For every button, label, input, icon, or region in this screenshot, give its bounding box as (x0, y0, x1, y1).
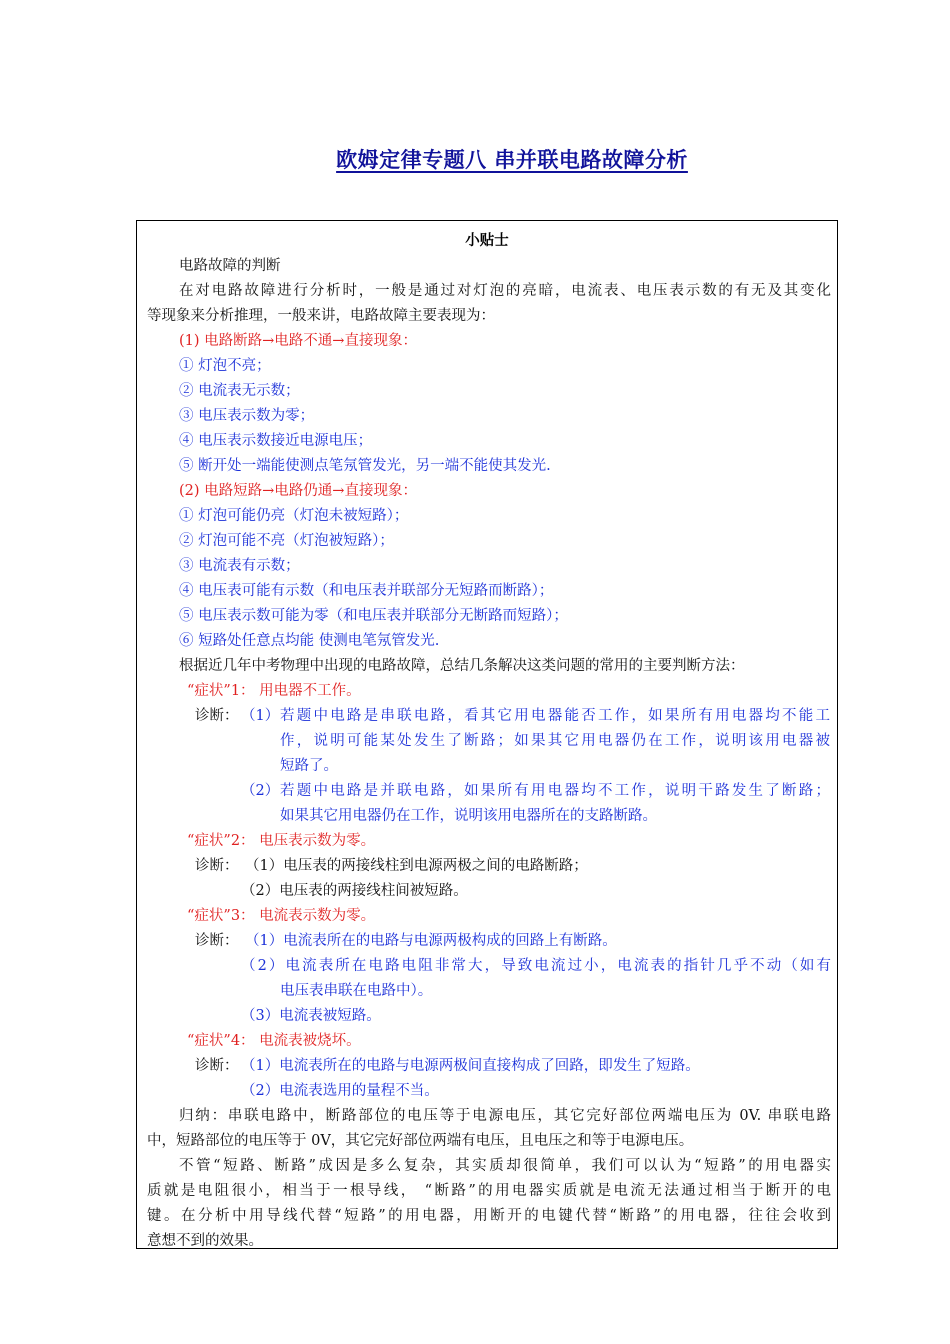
diagnosis-text: （2）电压表的两接线柱间被短路。 (241, 883, 468, 899)
open-item: ⑤ 断开处一端能使测点笔氖管发光，另一端不能使其发光. (179, 458, 551, 474)
diagnosis-text: （2）电流表选用的量程不当。 (241, 1083, 439, 1099)
intro-line-2: 等现象来分析推理，一般来讲，电路故障主要表现为： (147, 308, 495, 324)
open-circuit-heading: (1) 电路断路→电路不通→直接现象： (179, 333, 417, 349)
diagnosis-text: （1）电流表所在的电路与电源两极构成的回路上有断路。 (245, 933, 617, 949)
symptom-4: “症状”4： 电流表被烧坏。 (187, 1033, 361, 1049)
diagnosis-marker: （2） (241, 783, 280, 799)
diagnosis-text: （1）电压表的两接线柱到电源两极之间的电路断路； (245, 858, 588, 874)
tips-heading: 小贴士 (465, 233, 509, 249)
conclusion-line: 质就是电阻很小，相当于一根导线， “断路”的用电器实质就是电流无法通过相当于断开的电 (147, 1183, 831, 1199)
page-title: 欧姆定律专题八 串并联电路故障分析 (336, 148, 688, 172)
methods-intro: 根据近几年中考物理中出现的电路故障，总结几条解决这类问题的常用的主要判断方法： (179, 658, 745, 674)
symptom-1: “症状”1： 用电器不工作。 (187, 683, 361, 699)
conclusion-line: 键。在分析中用导线代替“短路”的用电器，用断开的电键代替“断路”的用电器，往往会收到 (147, 1208, 831, 1224)
short-item: ④ 电压表可能有示数（和电压表并联部分无短路而断路）； (179, 583, 554, 599)
short-item: ③ 电流表有示数； (179, 558, 300, 574)
short-item: ① 灯泡可能仍亮（灯泡未被短路）； (179, 508, 409, 524)
diagnosis-text: （3）电流表被短路。 (241, 1008, 381, 1024)
diagnosis-text: 电压表串联在电路中）。 (280, 983, 433, 999)
open-item: ② 电流表无示数； (179, 383, 300, 399)
symptom-2: “症状”2： 电压表示数为零。 (187, 833, 376, 849)
diagnosis-label: 诊断： (195, 858, 239, 874)
conclusion-line: 不管“短路、断路”成因是多么复杂，其实质却很简单，我们可以认为“短路”的用电器实 (179, 1158, 831, 1174)
diagnosis-text: 若题中电路是串联电路，看其它用电器能否工作，如果所有用电器均不能工 (280, 708, 830, 724)
short-item: ⑥ 短路处任意点均能 使测电笔氖管发光. (179, 633, 440, 649)
symptom-3: “症状”3： 电流表示数为零。 (187, 908, 376, 924)
diagnosis-text: 作，说明可能某处发生了断路；如果其它用电器仍在工作，说明该用电器被 (280, 733, 830, 749)
diagnosis-text: （2）电流表所在电路电阻非常大，导致电流过小，电流表的指针几乎不动（如有 (241, 958, 831, 974)
open-item: ④ 电压表示数接近电源电压； (179, 433, 373, 449)
diagnosis-label: 诊断： (195, 708, 239, 724)
diagnosis-text: 若题中电路是并联电路，如果所有用电器均不工作，说明干路发生了断路； (280, 783, 830, 799)
short-circuit-heading: (2) 电路短路→电路仍通→直接现象： (179, 483, 417, 499)
open-item: ③ 电压表示数为零； (179, 408, 315, 424)
diagnosis-text: 短路了。 (280, 758, 338, 774)
short-item: ② 灯泡可能不亮（灯泡被短路）； (179, 533, 394, 549)
diagnosis-label: 诊断： (195, 933, 239, 949)
subheading: 电路故障的判断 (179, 258, 281, 274)
summary-line: 归纳：串联电路中，断路部位的电压等于电源电压，其它完好部位两端电压为 0V. 串联电路 (179, 1108, 831, 1124)
diagnosis-text: 如果其它用电器仍在工作，说明该用电器所在的支路断路。 (280, 808, 657, 824)
diagnosis-label: 诊断： (195, 1058, 239, 1074)
intro-line-1: 在对电路故障进行分析时，一般是通过对灯泡的亮暗，电流表、电压表示数的有无及其变化 (179, 283, 831, 299)
tips-box (136, 220, 838, 1249)
summary-line: 中，短路部位的电压等于 0V，其它完好部位两端有电压，且电压之和等于电源电压。 (147, 1133, 694, 1149)
conclusion-line: 意想不到的效果。 (147, 1233, 263, 1249)
diagnosis-marker: （1） (241, 708, 280, 724)
short-item: ⑤ 电压表示数可能为零（和电压表并联部分无断路而短路）； (179, 608, 568, 624)
open-item: ① 灯泡不亮； (179, 358, 271, 374)
diagnosis-text: （1）电流表所在的电路与电源两极间直接构成了回路，即发生了短路。 (241, 1058, 700, 1074)
